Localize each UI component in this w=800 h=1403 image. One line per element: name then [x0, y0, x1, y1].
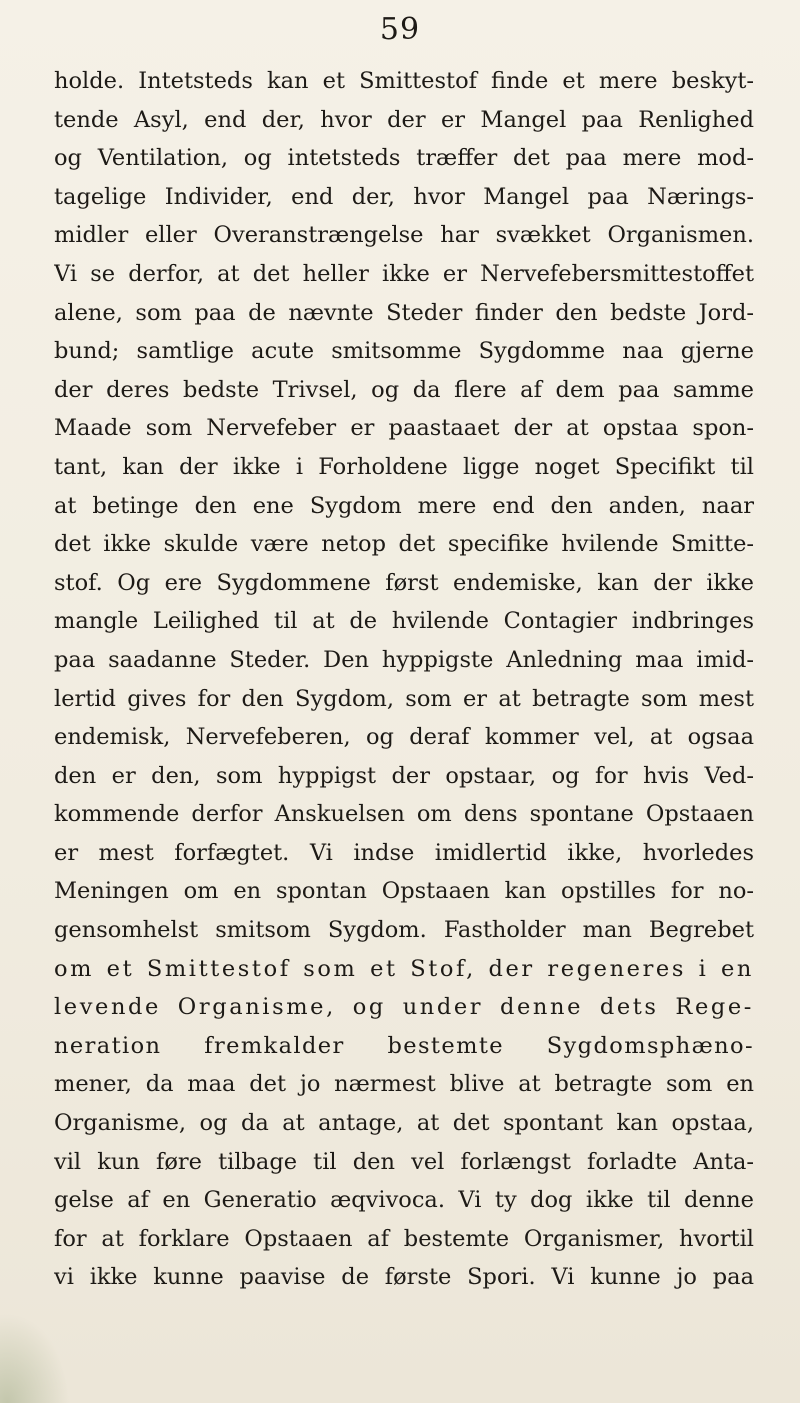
text-line: endemisk, Nervefeberen, og deraf kommer vel, at ogsaa: [54, 724, 754, 751]
text-line: bund; samtlige acute smitsomme Sygdomme naa gjerne: [54, 338, 754, 365]
text-line: at betinge den ene Sygdom mere end den anden, naar: [54, 492, 754, 519]
text-line: paa saadanne Steder. Den hyppigste Anledning maa imid-: [54, 646, 754, 673]
text-line: Organisme, og da at antage, at det spontant kan opstaa,: [54, 1110, 754, 1137]
text-line: tant, kan der ikke i Forholdene ligge noget Specifikt til: [54, 453, 754, 480]
text-line: gensomhelst smitsom Sygdom. Fastholder man Begrebet: [54, 917, 754, 944]
text-line: Vi se derfor, at det heller ikke er Nervefebersmittestoffet: [54, 260, 754, 287]
text-line: der deres bedste Trivsel, og da flere af dem paa samme: [54, 376, 754, 403]
text-line: stof. Og ere Sygdommene først endemiske, kan der ikke: [54, 569, 754, 596]
text-line: levende Organisme, og under denne dets Rege-: [54, 994, 754, 1021]
text-line: vil kun føre tilbage til den vel forlængst forladte Anta-: [54, 1148, 754, 1175]
text-line: holde. Intetsteds kan et Smittestof finde et mere beskyt-: [54, 68, 754, 94]
text-line: for at forklare Opstaaen af bestemte Organismer, hvortil: [54, 1225, 754, 1252]
text-line: Maade som Nervefeber er paastaaet der at opstaa spon-: [54, 415, 754, 442]
page-number: 59: [379, 12, 421, 47]
text-line: tagelige Individer, end der, hvor Mangel paa Nærings-: [54, 183, 754, 210]
text-line: gelse af en Generatio æqvivoca. Vi ty dog ikke til denne: [54, 1187, 754, 1214]
text-line: vi ikke kunne paavise de første Spori. Vi kunne jo paa: [54, 1264, 754, 1291]
text-line: neration fremkalder bestemte Sygdomsphæno-: [54, 1032, 754, 1059]
paper-stain: [0, 1313, 70, 1403]
text-line: om et Smittestof som et Stof, der regeneres i en: [54, 955, 754, 982]
text-line: er mest forfægtet. Vi indse imidlertid ikke, hvorledes: [54, 839, 754, 866]
text-line: alene, som paa de nævnte Steder finder den bedste Jord-: [54, 299, 754, 326]
text-line: midler eller Overanstrængelse har svækket Organismen.: [54, 222, 754, 249]
text-line: Meningen om en spontan Opstaaen kan opstilles for no-: [54, 878, 754, 905]
text-line: lertid gives for den Sygdom, som er at betragte som mest: [54, 685, 754, 712]
text-line: mener, da maa det jo nærmest blive at betragte som en: [54, 1071, 754, 1098]
text-line: det ikke skulde være netop det specifike hvilende Smitte-: [54, 531, 754, 558]
text-line: den er den, som hyppigst der opstaar, og for hvis Ved-: [54, 762, 754, 789]
body-text: [54, 62, 754, 1297]
text-line: tende Asyl, end der, hvor der er Mangel paa Renlighed: [54, 106, 754, 133]
text-line: mangle Leilighed til at de hvilende Contagier indbringes: [54, 608, 754, 635]
text-line: kommende derfor Anskuelsen om dens spontane Opstaaen: [54, 801, 754, 828]
text-line: og Ventilation, og intetsteds træffer det paa mere mod-: [54, 145, 754, 172]
